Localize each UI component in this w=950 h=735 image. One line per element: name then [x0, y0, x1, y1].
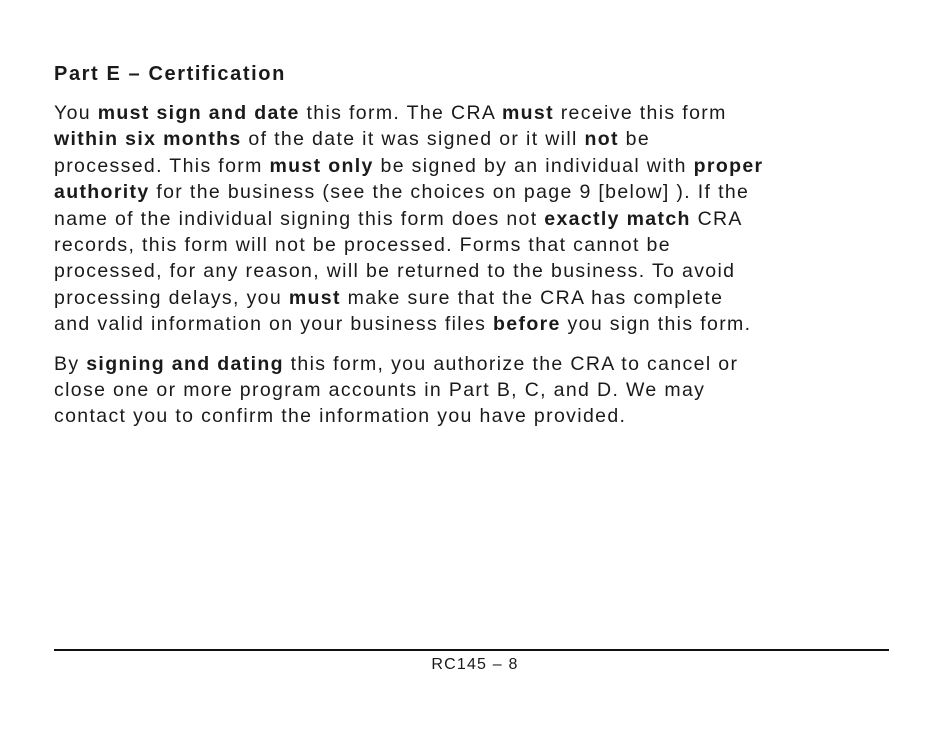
text-line	[54, 179, 894, 205]
text-line	[54, 153, 894, 179]
body-text: records, this form will not be processed. Forms that cannot be	[54, 234, 671, 257]
text-line	[54, 377, 894, 403]
body-text: this form, you authorize the CRA to cancel or	[283, 352, 739, 375]
body-text: and valid information on your business files	[54, 313, 494, 336]
body-text: for the business (see the choices on page 9 [below] ). If the	[149, 181, 750, 204]
body-text: receive this form	[553, 102, 727, 124]
section-heading: Part E – Certification	[54, 63, 286, 85]
emphasized-text: must	[501, 102, 554, 124]
emphasized-text: signing and dating	[86, 352, 284, 375]
text-line	[54, 403, 894, 429]
body-text: CRA	[690, 207, 743, 230]
text-line	[54, 232, 894, 258]
text-line	[54, 206, 894, 232]
text-line	[54, 351, 894, 377]
emphasized-text: before	[493, 313, 561, 336]
body-text: processed. This form	[54, 154, 270, 177]
emphasized-text: must	[288, 286, 341, 309]
emphasized-text: not	[584, 128, 619, 151]
emphasized-text: must only	[269, 154, 374, 177]
emphasized-text: must sign and date	[97, 102, 300, 124]
body-text: this form. The CRA	[299, 102, 502, 124]
emphasized-text: authority	[54, 181, 150, 204]
body-text: processed, for any reason, will be returned to the business. To avoid	[54, 260, 736, 283]
body-text: make sure that the CRA has complete	[340, 286, 724, 309]
body-text: you sign this form.	[560, 313, 752, 336]
body-text: be signed by an individual with	[373, 154, 694, 177]
page-footer: RC145 – 8	[431, 656, 519, 673]
footer-divider	[54, 649, 889, 651]
paragraph-authorization	[54, 351, 894, 430]
emphasized-text: within six months	[54, 128, 242, 151]
body-text: processing delays, you	[54, 286, 289, 309]
body-text: close one or more program accounts in Part B, C, and D. We may	[54, 379, 706, 402]
body-text: You	[54, 102, 98, 124]
text-line	[54, 311, 894, 337]
body-text: of the date it was signed or it will	[241, 128, 585, 151]
certification-section	[54, 58, 894, 443]
emphasized-text: exactly match	[544, 207, 691, 230]
body-text: contact you to confirm the information you have provided.	[54, 405, 627, 428]
text-line	[54, 258, 894, 284]
paragraph-signing-requirements	[54, 100, 894, 338]
text-line	[54, 285, 894, 311]
text-line	[54, 126, 894, 152]
body-text: be	[618, 128, 651, 151]
text-line	[54, 100, 894, 126]
body-text: name of the individual signing this form does not	[54, 207, 545, 230]
body-text: By	[54, 352, 87, 375]
emphasized-text: proper	[693, 154, 764, 177]
